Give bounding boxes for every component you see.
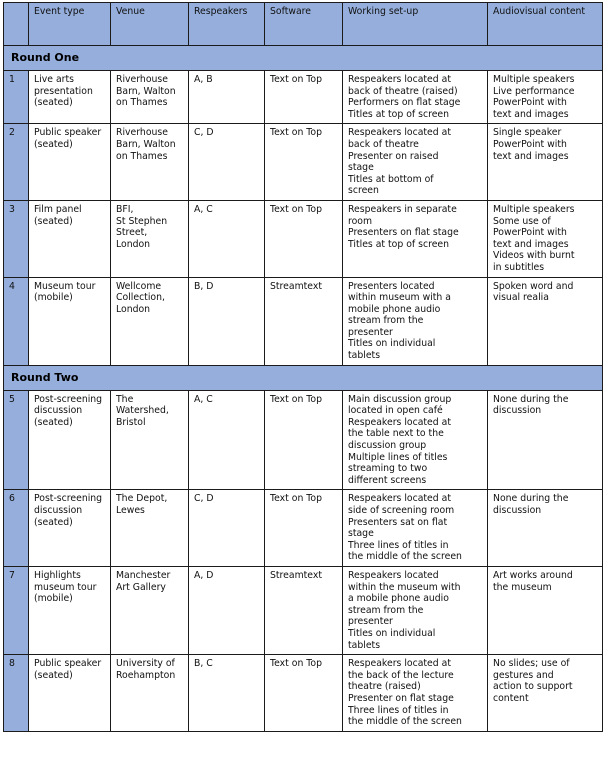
row-number: 3 <box>4 200 29 277</box>
cell-venue <box>111 655 189 732</box>
cell-av <box>488 200 603 277</box>
cell-line: Respeakers in separate <box>348 203 457 215</box>
table-row <box>4 655 603 732</box>
cell-line: Barn, Walton <box>116 85 176 97</box>
cell-resp <box>189 124 265 201</box>
cell-event <box>29 71 111 124</box>
cell-line: discussion <box>34 505 83 516</box>
cell-resp <box>189 566 265 654</box>
cell-line: (mobile) <box>34 593 73 605</box>
cell-av <box>488 655 603 732</box>
cell-av <box>488 566 603 654</box>
cell-line: back of theatre <box>348 138 419 150</box>
cell-lines <box>348 493 483 563</box>
cell-line: Streamtext <box>270 280 322 292</box>
cell-line: Art works around <box>493 569 573 581</box>
cell-line: the middle of the screen <box>348 551 462 563</box>
cell-lines <box>194 570 260 582</box>
cell-line: Art Gallery <box>116 581 166 593</box>
cell-line: the museum <box>493 581 552 593</box>
cell-resp <box>189 200 265 277</box>
cell-resp <box>189 490 265 567</box>
cell-work <box>343 390 488 490</box>
cell-line: Multiple speakers <box>493 74 575 85</box>
cell-lines <box>116 394 184 429</box>
round-band-label: Round Two <box>4 365 603 390</box>
cell-event <box>29 490 111 567</box>
cell-line: mobile phone audio <box>348 303 441 315</box>
cell-work <box>343 124 488 201</box>
cell-venue <box>111 200 189 277</box>
cell-line: on Thames <box>116 97 168 109</box>
cell-line: Multiple speakers <box>493 203 575 215</box>
cell-lines <box>194 493 260 505</box>
cell-lines <box>493 570 598 593</box>
cell-line: PowerPoint with <box>493 138 567 150</box>
cell-line: in subtitles <box>493 261 545 273</box>
cell-line: Roehampton <box>116 669 176 681</box>
cell-line: the middle of the screen <box>348 716 462 728</box>
cell-line: presenter <box>348 616 393 628</box>
cell-lines <box>348 281 483 362</box>
table-row <box>4 390 603 490</box>
cell-line: PowerPoint with <box>493 227 567 239</box>
cell-soft <box>265 277 343 365</box>
cell-line: Respeakers located at <box>348 74 451 85</box>
cell-venue <box>111 390 189 490</box>
cell-lines <box>116 493 184 516</box>
cell-lines <box>34 281 106 304</box>
cell-line: on Thames <box>116 150 168 162</box>
cell-line: presentation <box>34 85 93 97</box>
table-row <box>4 200 603 277</box>
cell-soft <box>265 200 343 277</box>
cell-event <box>29 200 111 277</box>
cell-line: action to support <box>493 681 573 693</box>
cell-event <box>29 277 111 365</box>
cell-lines <box>348 127 483 197</box>
cell-line: Wellcome <box>116 280 162 292</box>
cell-resp <box>189 655 265 732</box>
table-row <box>4 566 603 654</box>
cell-line: within museum with a <box>348 292 451 304</box>
row-number: 8 <box>4 655 29 732</box>
cell-line: (seated) <box>34 215 73 227</box>
cell-line: text and images <box>493 150 569 162</box>
cell-work <box>343 490 488 567</box>
column-header-av: Audiovisual content <box>488 3 603 46</box>
round-band-row <box>4 46 603 71</box>
cell-line: back of theatre (raised) <box>348 85 458 97</box>
cell-line: museum tour <box>34 581 97 593</box>
cell-line: Text on Top <box>270 203 322 215</box>
cell-line: Titles on individual <box>348 338 436 350</box>
cell-av <box>488 124 603 201</box>
cell-line: Presenter on flat stage <box>348 692 454 704</box>
cell-av <box>488 71 603 124</box>
cell-line: (seated) <box>34 416 73 428</box>
cell-lines <box>194 127 260 139</box>
cell-line: Collection, <box>116 292 165 304</box>
cell-line: Text on Top <box>270 127 322 139</box>
cell-event <box>29 566 111 654</box>
cell-line: (seated) <box>34 138 73 150</box>
cell-line: Respeakers located <box>348 569 439 581</box>
cell-resp <box>189 71 265 124</box>
cell-line: Respeakers located at <box>348 127 451 139</box>
cell-work <box>343 655 488 732</box>
cell-lines <box>348 570 483 651</box>
cell-lines <box>194 281 260 293</box>
cell-line: Post-screening <box>34 493 103 505</box>
cell-line: C, D <box>194 493 214 505</box>
cell-line: Some use of <box>493 215 551 227</box>
cell-work <box>343 566 488 654</box>
table-row <box>4 277 603 365</box>
cell-line: Titles at bottom of <box>348 173 434 185</box>
cell-line: screen <box>348 185 379 197</box>
cell-line: Watershed, <box>116 405 169 417</box>
cell-soft <box>265 71 343 124</box>
cell-line: Text on Top <box>270 74 322 85</box>
cell-line: (seated) <box>34 516 73 528</box>
cell-resp <box>189 390 265 490</box>
cell-line: A, D <box>194 569 214 581</box>
cell-line: the table next to the <box>348 428 444 440</box>
cell-lines <box>34 127 106 150</box>
cell-line: B, D <box>194 280 214 292</box>
cell-line: Titles on individual <box>348 627 436 639</box>
cell-line: The Depot, <box>116 493 168 505</box>
cell-work <box>343 71 488 124</box>
cell-line: Post-screening <box>34 393 103 405</box>
cell-line: Bristol <box>116 416 146 428</box>
cell-line: PowerPoint with <box>493 97 567 109</box>
round-band-row <box>4 365 603 390</box>
cell-lines <box>34 204 106 227</box>
cell-line: Respeakers located at <box>348 658 451 670</box>
cell-line: tablets <box>348 639 381 651</box>
cell-line: Film panel <box>34 203 82 215</box>
cell-line: A, C <box>194 393 213 405</box>
cell-line: Respeakers located at <box>348 416 451 428</box>
cell-venue <box>111 490 189 567</box>
cell-line: Text on Top <box>270 493 322 505</box>
cell-line: stream from the <box>348 604 424 616</box>
cell-line: Single speaker <box>493 127 562 139</box>
cell-line: Videos with burnt <box>493 250 575 262</box>
table-header-row <box>4 3 603 46</box>
cell-soft <box>265 655 343 732</box>
cell-soft <box>265 124 343 201</box>
events-table <box>3 2 603 732</box>
cell-soft <box>265 566 343 654</box>
round-band-label: Round One <box>4 46 603 71</box>
cell-line: (mobile) <box>34 292 73 304</box>
cell-line: Presenters sat on flat <box>348 516 448 528</box>
cell-line: Streamtext <box>270 569 322 581</box>
cell-line: Public speaker <box>34 127 102 139</box>
cell-line: within the museum with <box>348 581 461 593</box>
cell-soft <box>265 390 343 490</box>
cell-line: Lewes <box>116 505 145 516</box>
cell-lines <box>116 658 184 681</box>
cell-line: Text on Top <box>270 393 322 405</box>
cell-event <box>29 390 111 490</box>
cell-lines <box>270 204 338 216</box>
cell-line: discussion <box>493 505 542 516</box>
cell-line: A, B <box>194 74 213 85</box>
cell-line: Riverhouse <box>116 127 168 139</box>
cell-line: Three lines of titles in <box>348 539 449 551</box>
cell-av <box>488 490 603 567</box>
cell-line: The <box>116 393 134 405</box>
cell-line: located in open café <box>348 405 443 417</box>
cell-line: stage <box>348 528 374 540</box>
cell-line: side of screening room <box>348 505 455 516</box>
cell-lines <box>116 127 184 162</box>
cell-lines <box>270 74 338 86</box>
column-header-work: Working set-up <box>343 3 488 46</box>
cell-lines <box>116 74 184 109</box>
row-number: 7 <box>4 566 29 654</box>
cell-line: different screens <box>348 474 427 486</box>
cell-venue <box>111 277 189 365</box>
cell-line: London <box>116 303 151 315</box>
cell-lines <box>493 281 598 304</box>
cell-lines <box>493 394 598 417</box>
table-row <box>4 124 603 201</box>
cell-line: Three lines of titles in <box>348 704 449 716</box>
cell-lines <box>493 493 598 516</box>
cell-lines <box>34 394 106 429</box>
cell-line: text and images <box>493 108 569 120</box>
cell-lines <box>348 204 483 250</box>
cell-line: Barn, Walton <box>116 138 176 150</box>
cell-line: Street, London <box>116 227 151 250</box>
cell-lines <box>34 493 106 528</box>
cell-line: Spoken word and <box>493 280 574 292</box>
cell-lines <box>270 493 338 505</box>
cell-lines <box>194 658 260 670</box>
cell-event <box>29 124 111 201</box>
cell-line: Titles at top of screen <box>348 238 450 250</box>
cell-line: University of <box>116 658 175 670</box>
cell-line: C, D <box>194 127 214 139</box>
cell-line: theatre (raised) <box>348 681 421 693</box>
column-header-event: Event type <box>29 3 111 46</box>
cell-line: None during the <box>493 493 569 505</box>
cell-line: stream from the <box>348 315 424 327</box>
cell-lines <box>493 658 598 704</box>
cell-lines <box>194 74 260 86</box>
cell-soft <box>265 490 343 567</box>
cell-venue <box>111 71 189 124</box>
cell-line: Riverhouse <box>116 74 168 85</box>
row-number: 1 <box>4 71 29 124</box>
cell-lines <box>493 74 598 120</box>
cell-lines <box>34 74 106 109</box>
cell-line: visual realia <box>493 292 549 304</box>
cell-lines <box>493 204 598 274</box>
cell-line: streaming to two <box>348 463 428 475</box>
cell-lines <box>348 74 483 120</box>
column-header-venue: Venue <box>111 3 189 46</box>
cell-line: Text on Top <box>270 658 322 670</box>
cell-lines <box>348 394 483 487</box>
cell-line: room <box>348 215 373 227</box>
cell-lines <box>116 570 184 593</box>
cell-line: Multiple lines of titles <box>348 451 448 463</box>
table-row <box>4 490 603 567</box>
cell-line: BFI, <box>116 203 134 215</box>
cell-line: A, C <box>194 203 213 215</box>
cell-line: Highlights <box>34 569 81 581</box>
cell-line: the back of the lecture <box>348 669 454 681</box>
cell-lines <box>270 281 338 293</box>
cell-lines <box>194 394 260 406</box>
cell-av <box>488 277 603 365</box>
cell-line: Museum tour <box>34 280 96 292</box>
cell-line: Main discussion group <box>348 393 452 405</box>
cell-line: stage <box>348 162 374 174</box>
cell-lines <box>270 127 338 139</box>
cell-line: content <box>493 692 529 704</box>
column-header-soft: Software <box>265 3 343 46</box>
cell-lines <box>34 570 106 605</box>
cell-lines <box>194 204 260 216</box>
cell-line: None during the <box>493 393 569 405</box>
cell-line: No slides; use of <box>493 658 570 670</box>
cell-line: a mobile phone audio <box>348 593 449 605</box>
cell-line: Presenters on flat stage <box>348 227 459 239</box>
cell-lines <box>116 204 184 250</box>
cell-work <box>343 277 488 365</box>
cell-line: (seated) <box>34 97 73 109</box>
cell-lines <box>493 127 598 162</box>
cell-line: Presenters located <box>348 280 435 292</box>
table-header-corner <box>4 3 29 46</box>
cell-line: discussion <box>34 405 83 417</box>
cell-lines <box>270 658 338 670</box>
cell-line: Live performance <box>493 85 575 97</box>
cell-av <box>488 390 603 490</box>
cell-event <box>29 655 111 732</box>
cell-line: Live arts <box>34 74 74 85</box>
cell-line: Titles at top of screen <box>348 108 450 120</box>
row-number: 6 <box>4 490 29 567</box>
cell-lines <box>116 281 184 316</box>
cell-lines <box>270 394 338 406</box>
row-number: 5 <box>4 390 29 490</box>
row-number: 2 <box>4 124 29 201</box>
cell-line: Presenter on raised <box>348 150 439 162</box>
cell-line: gestures and <box>493 669 554 681</box>
table-body <box>4 46 603 732</box>
cell-line: (seated) <box>34 669 73 681</box>
cell-line: presenter <box>348 326 393 338</box>
cell-line: Manchester <box>116 569 171 581</box>
cell-venue <box>111 566 189 654</box>
cell-line: tablets <box>348 350 381 362</box>
cell-line: text and images <box>493 238 569 250</box>
cell-line: discussion group <box>348 440 427 452</box>
cell-line: discussion <box>493 405 542 417</box>
cell-line: St Stephen <box>116 215 168 227</box>
row-number: 4 <box>4 277 29 365</box>
cell-resp <box>189 277 265 365</box>
cell-line: Respeakers located at <box>348 493 451 505</box>
cell-line: Performers on flat stage <box>348 97 461 109</box>
cell-lines <box>34 658 106 681</box>
cell-lines <box>348 658 483 728</box>
cell-work <box>343 200 488 277</box>
table-row <box>4 71 603 124</box>
cell-venue <box>111 124 189 201</box>
table-header <box>4 3 603 46</box>
column-header-resp: Respeakers <box>189 3 265 46</box>
cell-lines <box>270 570 338 582</box>
cell-line: B, C <box>194 658 213 670</box>
cell-line: Public speaker <box>34 658 102 670</box>
